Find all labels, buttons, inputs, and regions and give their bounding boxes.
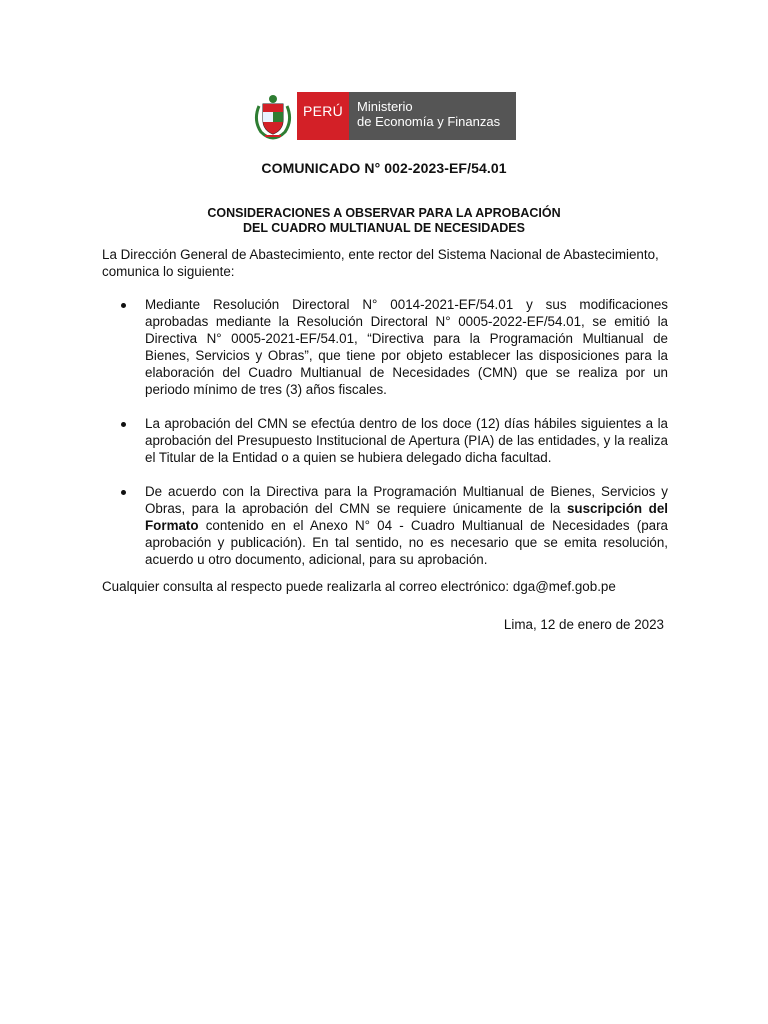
bullet-text-3-bold: suscripción del Formato: [145, 501, 668, 533]
mef-logo: [251, 92, 516, 140]
logo-ministry-line2: de Economía y Finanzas: [357, 114, 501, 129]
closing-paragraph: Cualquier consulta al respecto puede realizarla al correo electrónico: dga@mef.gob.pe: [102, 579, 616, 594]
logo-country-label: PERÚ: [297, 92, 349, 140]
bullet-dot-icon: [121, 303, 126, 308]
bullet-item-1: [100, 296, 668, 398]
subtitle-line2: DEL CUADRO MULTIANUAL DE NECESIDADES: [243, 221, 525, 235]
document-date: Lima, 12 de enero de 2023: [503, 617, 664, 632]
bullet-dot-icon: [121, 422, 126, 427]
bullet-dot-icon: [121, 490, 126, 495]
bullet-item-2: [100, 415, 668, 466]
national-seal-icon: [251, 92, 295, 140]
bullet-text-3-before: De acuerdo con la Directiva para la Programación Multianual de Bienes, Servicios y Obras, para la aprobación del CMN se requiere únicamente de la: [145, 484, 668, 516]
logo-ministry-line1: Ministerio: [357, 99, 413, 114]
logo-ministry-label: [349, 92, 516, 140]
bullet-item-3: [100, 483, 668, 568]
bullet-text-1: Mediante Resolución Directoral N° 0014-2021-EF/54.01 y sus modificaciones aprobadas mediante la Resolución Directoral N° 0005-2022-EF/54.01, se emitió la Directiva N° 0005-2021-EF/54.01, “Directiva para la Programación Multianual de Bienes, Servicios y Obras”, que tiene por objeto establecer las disposiciones para la elaboración del Cuadro Multianual de Necesidades (CMN) que se realiza por un periodo mínimo de tres (3) años fiscales.: [145, 297, 668, 397]
bullet-text-3-after: contenido en el Anexo N° 04 - Cuadro Multianual de Necesidades (para aprobación y publicación). En tal sentido, no es necesario que se emita resolución, acuerdo u otro documento, adicional, para su aprobación.: [145, 518, 668, 567]
document-subtitle: [0, 206, 768, 236]
document-title: COMUNICADO N° 002-2023-EF/54.01: [261, 160, 507, 176]
subtitle-line1: CONSIDERACIONES A OBSERVAR PARA LA APROBACIÓN: [207, 206, 561, 220]
intro-paragraph: La Dirección General de Abastecimiento, ente rector del Sistema Nacional de Abastecimiento, comunica lo siguiente:: [102, 247, 659, 279]
bullet-text-2: La aprobación del CMN se efectúa dentro de los doce (12) días hábiles siguientes a la aprobación del Presupuesto Institucional de Apertura (PIA) de las entidades, y la realiza el Titular de la Entidad o a quien se hubiera delegado dicha facultad.: [145, 416, 668, 465]
bullet-list: [100, 296, 668, 585]
